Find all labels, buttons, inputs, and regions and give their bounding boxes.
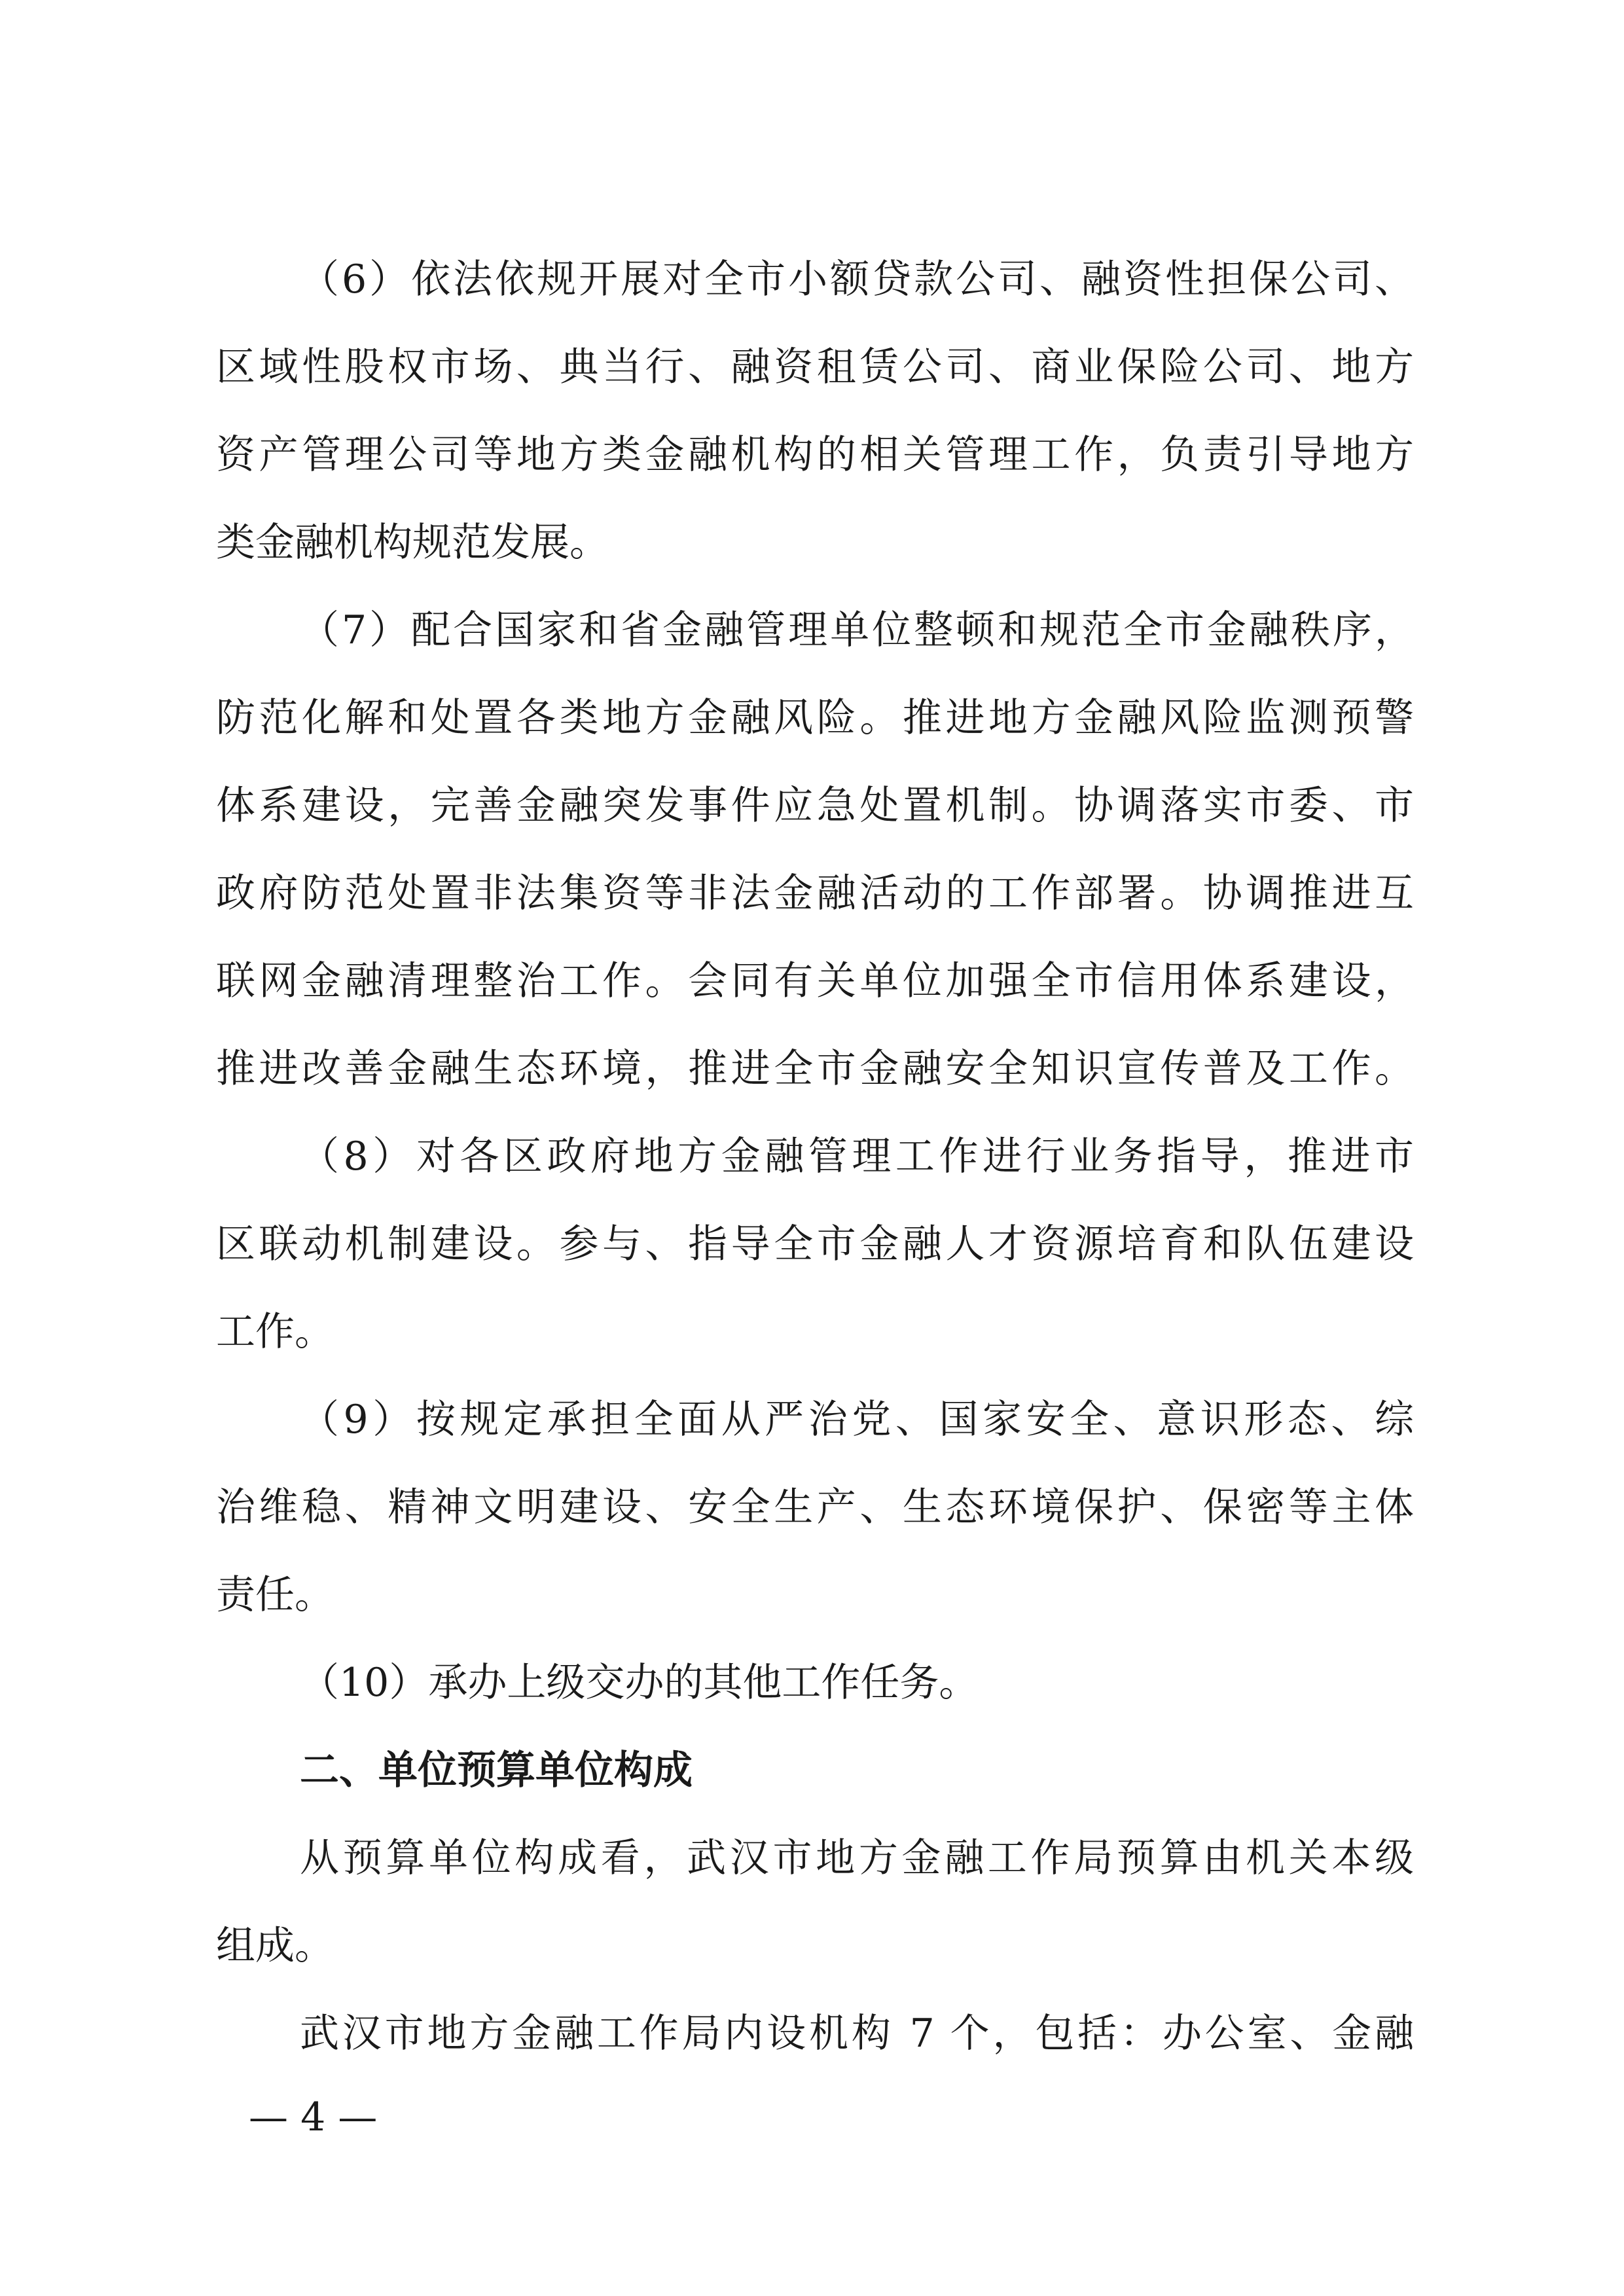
text-line: 区域性股权市场、典当行、融资租赁公司、商业保险公司、地方 xyxy=(216,344,1414,390)
text-line: 联网金融清理整治工作。会同有关单位加强全市信用体系建设， xyxy=(216,958,1414,1004)
text-line: 政府防范处置非法集资等非法金融活动的工作部署。协调推进互 xyxy=(216,870,1414,916)
text-line: 体系建设，完善金融突发事件应急处置机制。协调落实市委、市 xyxy=(216,783,1414,829)
body-text xyxy=(216,236,1414,2077)
text-line: 责任。 xyxy=(216,1572,334,1618)
text-line: 推进改善金融生态环境，推进全市金融安全知识宣传普及工作。 xyxy=(216,1046,1414,1092)
section-heading: 二、单位预算单位构成 xyxy=(300,1748,693,1793)
text-line: 区联动机制建设。参与、指导全市金融人才资源培育和队伍建设 xyxy=(216,1221,1414,1267)
text-line: 从预算单位构成看，武汉市地方金融工作局预算由机关本级 xyxy=(300,1835,1414,1881)
text-line: 资产管理公司等地方类金融机构的相关管理工作，负责引导地方 xyxy=(216,432,1414,478)
page-number: — 4 — xyxy=(249,2094,378,2140)
text-line: （9）按规定承担全面从严治党、国家安全、意识形态、综 xyxy=(300,1397,1414,1443)
text-line: 类金融机构规范发展。 xyxy=(216,520,609,565)
text-line: 组成。 xyxy=(216,1923,334,1969)
text-line: 工作。 xyxy=(216,1309,334,1355)
text-line: 防范化解和处置各类地方金融风险。推进地方金融风险监测预警 xyxy=(216,695,1414,741)
text-line: （6）依法依规开展对全市小额贷款公司、融资性担保公司、 xyxy=(300,257,1414,302)
text-line: （8）对各区政府地方金融管理工作进行业务指导，推进市 xyxy=(300,1134,1414,1179)
text-line: 武汉市地方金融工作局内设机构 7 个，包括：办公室、金融 xyxy=(300,2011,1414,2056)
text-line: （10）承办上级交办的其他工作任务。 xyxy=(300,1660,979,1706)
text-line: 治维稳、精神文明建设、安全生产、生态环境保护、保密等主体 xyxy=(216,1484,1414,1530)
text-line: （7）配合国家和省金融管理单位整顿和规范全市金融秩序， xyxy=(300,607,1414,653)
